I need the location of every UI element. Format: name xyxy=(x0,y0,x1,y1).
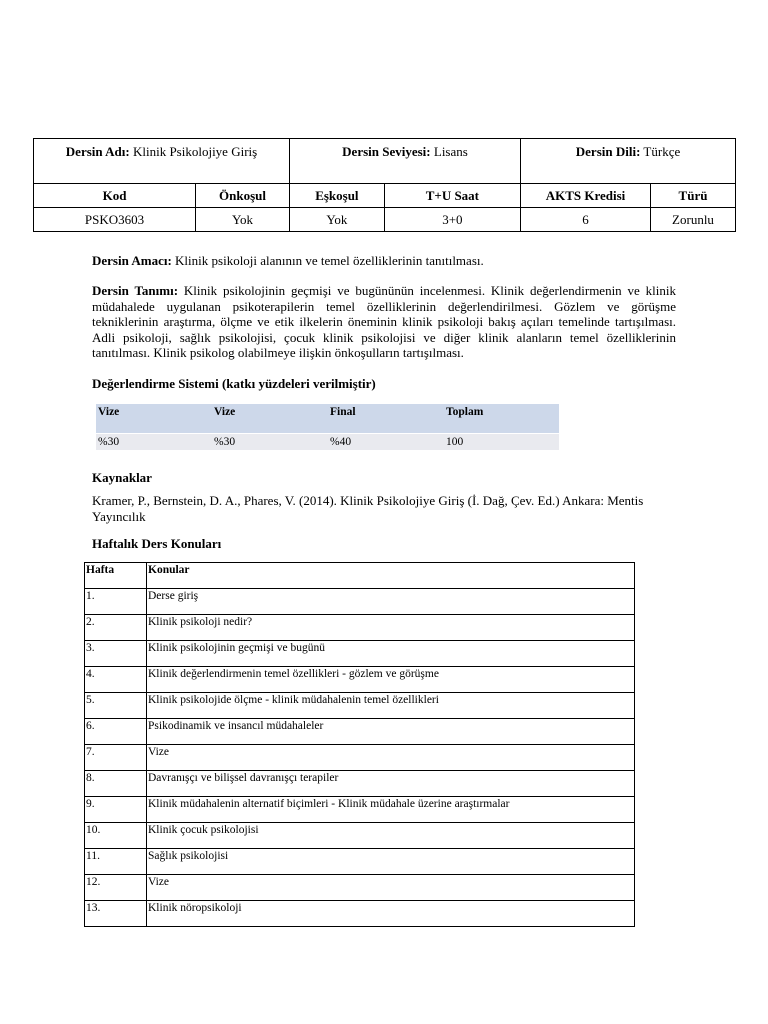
week-number: 12. xyxy=(85,875,147,901)
topic-header-cell: Konular xyxy=(147,563,635,589)
week-number: 7. xyxy=(85,745,147,771)
header-cell: T+U Saat xyxy=(384,184,520,208)
assessment-header-cell: Toplam xyxy=(444,404,559,434)
table-row xyxy=(85,771,635,797)
course-title-row xyxy=(34,139,736,184)
weekly-title: Haftalık Ders Konuları xyxy=(92,536,222,551)
assessment-value-row xyxy=(96,434,559,451)
week-topic: Klinik psikolojinin geçmişi ve bugünü xyxy=(147,641,635,667)
table-row xyxy=(85,745,635,771)
assessment-title: Değerlendirme Sistemi (katkı yüzdeleri verilmiştir) xyxy=(92,376,376,391)
table-row xyxy=(85,667,635,693)
week-number: 9. xyxy=(85,797,147,823)
table-row xyxy=(85,849,635,875)
header-cell: Eşkoşul xyxy=(290,184,385,208)
value-cell: PSKO3603 xyxy=(34,208,196,232)
value-cell: 3+0 xyxy=(384,208,520,232)
week-topic: Davranışçı ve bilişsel davranışçı terapiler xyxy=(147,771,635,797)
week-number: 1. xyxy=(85,589,147,615)
week-number: 5. xyxy=(85,693,147,719)
course-description xyxy=(92,283,676,361)
course-description-label: Dersin Tanımı: xyxy=(92,283,179,298)
course-table-value-row xyxy=(34,208,736,232)
assessment-value-cell: 100 xyxy=(444,434,559,451)
week-number: 8. xyxy=(85,771,147,797)
table-row xyxy=(85,641,635,667)
week-topic: Klinik psikolojide ölçme - klinik müdahalenin temel özellikleri xyxy=(147,693,635,719)
weekly-header-row xyxy=(85,563,635,589)
sources-text: Kramer, P., Bernstein, D. A., Phares, V. (2014). Klinik Psikolojiye Giriş (İ. Dağ, Çev. Ed.) Ankara: Mentis Yayıncılık xyxy=(92,493,644,524)
weekly-topics-table xyxy=(84,562,635,927)
assessment-header-row xyxy=(96,404,559,434)
course-name-cell xyxy=(34,139,290,184)
week-topic: Psikodinamik ve insancıl müdahaleler xyxy=(147,719,635,745)
course-table-header-row xyxy=(34,184,736,208)
value-cell: Yok xyxy=(196,208,290,232)
assessment-header-cell: Vize xyxy=(212,404,328,434)
sources-title: Kaynaklar xyxy=(92,470,152,485)
header-cell: Türü xyxy=(651,184,736,208)
value-cell: 6 xyxy=(521,208,651,232)
week-topic: Sağlık psikolojisi xyxy=(147,849,635,875)
course-level-label: Dersin Seviyesi: xyxy=(342,144,431,159)
assessment-value-cell: %30 xyxy=(212,434,328,451)
table-row xyxy=(85,901,635,927)
week-number: 2. xyxy=(85,615,147,641)
course-language-cell xyxy=(521,139,736,184)
week-topic: Vize xyxy=(147,745,635,771)
assessment-value-cell: %30 xyxy=(96,434,212,451)
assessment-header-cell: Final xyxy=(328,404,444,434)
week-topic: Vize xyxy=(147,875,635,901)
table-row xyxy=(85,797,635,823)
header-cell: AKTS Kredisi xyxy=(521,184,651,208)
course-name-value: Klinik Psikolojiye Giriş xyxy=(132,144,258,159)
week-topic: Derse giriş xyxy=(147,589,635,615)
table-row xyxy=(85,615,635,641)
week-number: 3. xyxy=(85,641,147,667)
course-name-label: Dersin Adı: xyxy=(65,144,130,159)
week-number: 6. xyxy=(85,719,147,745)
assessment-table xyxy=(96,404,559,450)
table-row xyxy=(85,823,635,849)
course-description-text: Klinik psikolojinin geçmişi ve bugününün incelenmesi. Klinik değerlendirmenin ve klinik müdahalede uygulanan psikoterapilerin temel özelliklerinin değerlendirilmesi. Gözlem ve görüşme tekniklerinin araştırma, ölçme ve etik ilkelerin öneminin klinik psikoloji bakış açıları temelinde tartışılması. Adli psikoloji, sağlık psikolojisi, çocuk klinik psikolojisi ve diğer klinik alanların temel özelliklerinin tanıtılması. Klinik psikolog olabilmeye ilişkin önkoşulların tartışılması. xyxy=(92,283,676,360)
value-cell: Yok xyxy=(290,208,385,232)
header-cell: Önkoşul xyxy=(196,184,290,208)
course-level-value: Lisans xyxy=(433,144,468,159)
week-number: 4. xyxy=(85,667,147,693)
week-number: 11. xyxy=(85,849,147,875)
week-number: 10. xyxy=(85,823,147,849)
course-info-table xyxy=(33,138,736,232)
assessment-header-cell: Vize xyxy=(96,404,212,434)
course-aim-text: Klinik psikoloji alanının ve temel özelliklerinin tanıtılması. xyxy=(175,253,484,268)
table-row xyxy=(85,693,635,719)
week-topic: Klinik değerlendirmenin temel özellikleri - gözlem ve görüşme xyxy=(147,667,635,693)
table-row xyxy=(85,589,635,615)
course-aim xyxy=(92,253,676,269)
header-cell: Kod xyxy=(34,184,196,208)
course-language-value: Türkçe xyxy=(643,144,681,159)
week-topic: Klinik çocuk psikolojisi xyxy=(147,823,635,849)
week-header-cell: Hafta xyxy=(85,563,147,589)
week-topic: Klinik nöropsikoloji xyxy=(147,901,635,927)
course-level-cell xyxy=(290,139,521,184)
table-row xyxy=(85,875,635,901)
week-topic: Klinik müdahalenin alternatif biçimleri - Klinik müdahale üzerine araştırmalar xyxy=(147,797,635,823)
course-aim-label: Dersin Amacı: xyxy=(92,253,172,268)
table-row xyxy=(85,719,635,745)
assessment-value-cell: %40 xyxy=(328,434,444,451)
week-number: 13. xyxy=(85,901,147,927)
course-language-label: Dersin Dili: xyxy=(575,144,641,159)
value-cell: Zorunlu xyxy=(651,208,736,232)
week-topic: Klinik psikoloji nedir? xyxy=(147,615,635,641)
